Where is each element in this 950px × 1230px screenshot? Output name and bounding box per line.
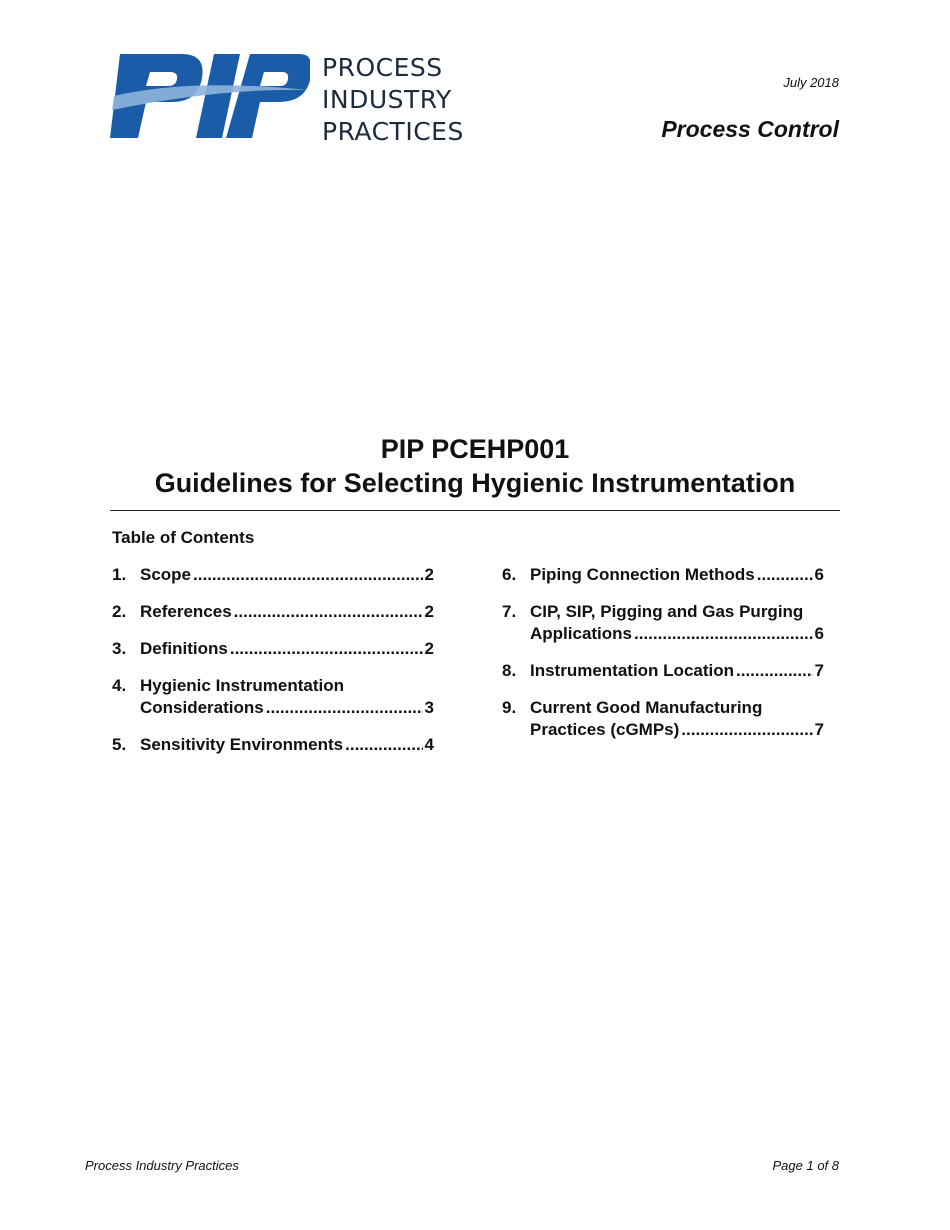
toc-leader-dots — [736, 660, 813, 682]
document-date: July 2018 — [783, 75, 839, 90]
toc-entry-page: 7 — [814, 661, 824, 680]
toc-entry-line — [140, 675, 434, 697]
toc-entry-line — [140, 697, 434, 719]
toc-entry-number: 3. — [112, 639, 127, 658]
toc-entry-title: Instrumentation Location — [530, 661, 734, 680]
toc-entry-number: 4. — [112, 676, 127, 695]
toc-leader-dots — [757, 564, 813, 586]
toc-entry-page: 6 — [814, 565, 824, 584]
toc-entry-number: 9. — [502, 698, 517, 717]
toc-entry-line — [530, 719, 824, 741]
toc-entry[interactable] — [112, 601, 434, 623]
footer-organization: Process Industry Practices — [85, 1158, 239, 1173]
section-name: Process Control — [661, 116, 839, 142]
toc-entry[interactable] — [112, 638, 434, 660]
toc-entry-line — [530, 697, 824, 719]
toc-leader-dots — [681, 719, 812, 741]
toc-entry[interactable] — [112, 675, 434, 719]
toc-entry-line — [530, 660, 824, 682]
toc-entry-page: 4 — [424, 735, 434, 754]
toc-entry[interactable] — [502, 660, 824, 682]
pip-logo-mark — [110, 52, 310, 140]
logo-letter-p2 — [226, 54, 310, 138]
toc-entry-line — [140, 638, 434, 660]
toc-entry[interactable] — [112, 564, 434, 586]
title-divider — [110, 510, 840, 511]
logo-line-2: INDUSTRY — [322, 85, 452, 114]
toc-entry-number: 7. — [502, 602, 517, 621]
toc-entry-title: Current Good Manufacturing — [530, 698, 763, 717]
toc-entry-title: Definitions — [140, 639, 228, 658]
toc-column-right — [502, 564, 824, 756]
toc-entry-title: Sensitivity Environments — [140, 735, 344, 754]
footer-page-number: Page 1 of 8 — [772, 1158, 839, 1173]
toc-entry-title: Hygienic Instrumentation — [140, 676, 345, 695]
toc-entry-page: 2 — [424, 565, 434, 584]
document-number: PIP PCEHP001 — [380, 434, 570, 464]
toc-heading: Table of Contents — [112, 528, 255, 547]
logo-wordmark — [322, 52, 464, 148]
toc-entry-title: Considerations — [140, 698, 264, 717]
toc-leader-dots — [230, 638, 423, 660]
toc-entry-number: 1. — [112, 565, 127, 584]
toc-entry-title: Applications — [530, 624, 633, 643]
toc-entry-title: CIP, SIP, Pigging and Gas Purging — [530, 602, 804, 621]
toc-entry-title: Practices (cGMPs) — [530, 720, 680, 739]
toc-leader-dots — [634, 623, 813, 645]
toc-entry-line — [530, 564, 824, 586]
toc-entry-page: 2 — [424, 639, 434, 658]
toc-leader-dots — [266, 697, 423, 719]
toc-leader-dots — [234, 601, 423, 623]
toc-entry-line — [530, 601, 824, 623]
toc-leader-dots — [193, 564, 423, 586]
toc-entry[interactable] — [112, 734, 434, 756]
document-subtitle: Guidelines for Selecting Hygienic Instrumentation — [154, 468, 796, 498]
toc-entry-line — [140, 734, 434, 756]
toc-entry-page: 2 — [424, 602, 434, 621]
toc-entry-page: 6 — [814, 624, 824, 643]
document-title — [0, 432, 950, 500]
logo-line-3: PRACTICES — [322, 117, 464, 146]
toc-entry-title: References — [140, 602, 232, 621]
toc-entry-number: 8. — [502, 661, 517, 680]
toc-entry-number: 2. — [112, 602, 127, 621]
toc-entry-line — [140, 564, 434, 586]
toc-entry-title: Scope — [140, 565, 192, 584]
toc-entry-line — [140, 601, 434, 623]
toc-entry-line — [530, 623, 824, 645]
toc-entry[interactable] — [502, 601, 824, 645]
toc-entry-number: 6. — [502, 565, 517, 584]
toc-entry[interactable] — [502, 697, 824, 741]
toc-entry[interactable] — [502, 564, 824, 586]
toc-leader-dots — [345, 734, 422, 756]
toc-entry-page: 3 — [424, 698, 434, 717]
logo-line-1: PROCESS — [322, 53, 443, 82]
toc-column-left — [112, 564, 434, 771]
toc-entry-title: Piping Connection Methods — [530, 565, 755, 584]
toc-entry-page: 7 — [814, 720, 824, 739]
toc-entry-number: 5. — [112, 735, 127, 754]
